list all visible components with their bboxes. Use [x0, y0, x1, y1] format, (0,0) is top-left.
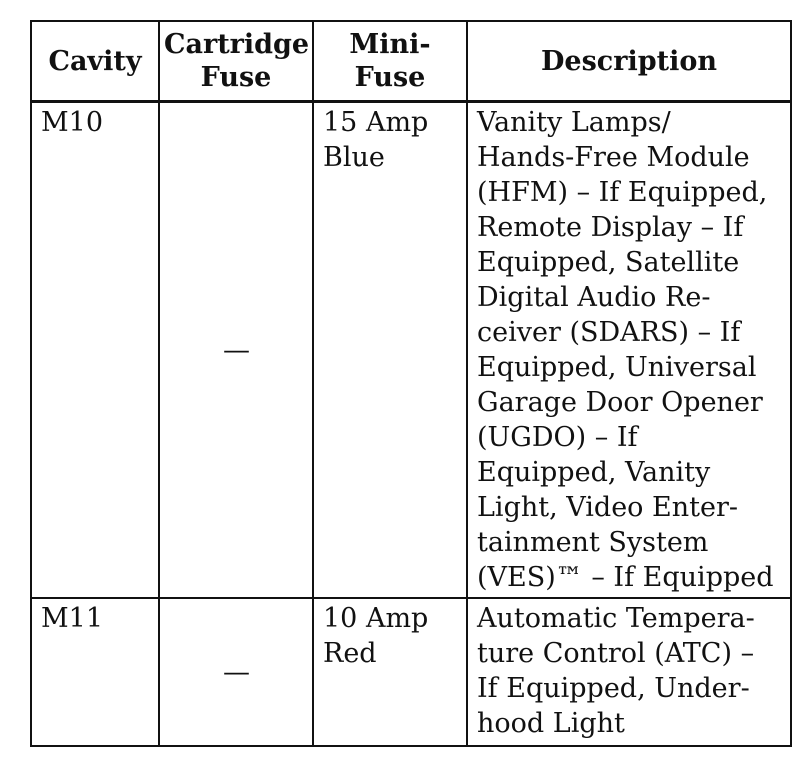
table-body [31, 102, 791, 747]
cell-cartridge-fuse: — [159, 598, 313, 746]
header-description: Description [467, 21, 791, 102]
cell-description: Vanity Lamps/ Hands-Free Module (HFM) – If Equipped, Remote Display – If Equipped, Satellite Digital Audio Re- ceiver (SDARS) – If Equipped, Universal Garage Door Opener (UGDO) – If Equipped, Vanity Light, Video Enter- tainment System (VES)™ – If Equipped [467, 102, 791, 599]
header-cartridge-fuse: Cartridge Fuse [159, 21, 313, 102]
fuse-table [30, 20, 792, 747]
cell-mini-fuse: 15 Amp Blue [313, 102, 467, 599]
cell-description: Automatic Tempera- ture Control (ATC) – If Equipped, Under- hood Light [467, 598, 791, 746]
cell-mini-fuse: 10 Amp Red [313, 598, 467, 746]
table-row [31, 598, 791, 746]
cell-cartridge-fuse: — [159, 102, 313, 599]
header-row [31, 21, 791, 102]
cell-cavity: M11 [31, 598, 159, 746]
table-row [31, 102, 791, 599]
table-header [31, 21, 791, 102]
cell-cavity: M10 [31, 102, 159, 599]
header-cavity: Cavity [31, 21, 159, 102]
header-mini-fuse: Mini- Fuse [313, 21, 467, 102]
